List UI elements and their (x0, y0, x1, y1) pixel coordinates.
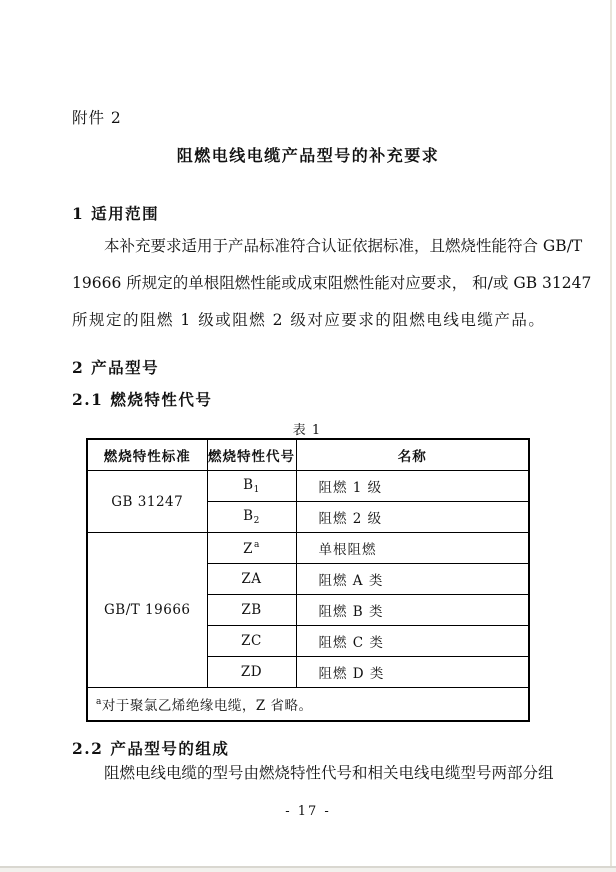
col-header-code: 燃烧特性代号 (207, 439, 296, 471)
code-cell: ZB (207, 595, 296, 626)
footnote-text: 对于聚氯乙烯绝缘电缆，Z 省略。 (101, 698, 313, 714)
attachment-label: 附件 2 (72, 109, 122, 127)
section-2-2-paragraph: 阻燃电线电缆的型号由燃烧特性代号和相关电线电缆型号两部分组 (104, 764, 554, 782)
name-cell: 阻燃 2 级 (296, 502, 529, 533)
section-2-1-heading: 2.1 燃烧特性代号 (72, 390, 213, 409)
code-cell: ZC (207, 626, 296, 657)
code-cell (207, 502, 296, 533)
name-cell: 单根阻燃 (296, 533, 529, 564)
page-edge-margin (0, 868, 616, 872)
code-cell (207, 471, 296, 502)
standard-cell: GB/T 19666 (87, 533, 207, 688)
code-cell: ZD (207, 657, 296, 688)
section-1-heading: 1 适用范围 (72, 204, 160, 223)
code-subscript: 1 (253, 485, 260, 495)
table-footnote-row (87, 688, 529, 722)
code-base: Z (243, 540, 253, 557)
code-base: B (243, 477, 254, 493)
code-subscript: 2 (253, 516, 260, 526)
table-1-caption: 表 1 (292, 423, 322, 438)
name-cell: 阻燃 D 类 (296, 657, 529, 688)
col-header-name: 名称 (296, 439, 529, 471)
col-header-standard: 燃烧特性标准 (87, 439, 207, 471)
page-number: - 17 - (285, 804, 331, 819)
standard-cell: GB 31247 (87, 471, 207, 533)
table-row (87, 533, 529, 564)
table-1 (86, 438, 530, 722)
name-cell: 阻燃 C 类 (296, 626, 529, 657)
footnote-superscript: a (96, 697, 102, 707)
section-2-2-heading: 2.2 产品型号的组成 (72, 739, 230, 758)
name-cell: 阻燃 A 类 (296, 564, 529, 595)
table-header-row (87, 439, 529, 471)
name-cell: 阻燃 1 级 (296, 471, 529, 502)
name-cell: 阻燃 B 类 (296, 595, 529, 626)
code-cell: ZA (207, 564, 296, 595)
paragraph-line: 本补充要求适用于产品标准符合认证依据标准，且燃烧性能符合 GB/T (104, 237, 583, 255)
table-row (87, 471, 529, 502)
page-edge-right (610, 0, 612, 868)
code-superscript: a (254, 539, 260, 550)
code-base: B (243, 508, 254, 524)
section-2-heading: 2 产品型号 (72, 358, 160, 377)
paragraph-line: 所规定的阻燃 1 级或阻燃 2 级对应要求的阻燃电线电缆产品。 (72, 311, 546, 329)
footnote-cell (87, 688, 529, 722)
document-title: 阻燃电线电缆产品型号的补充要求 (176, 146, 440, 165)
code-cell (207, 533, 296, 564)
paragraph-line: 19666 所规定的单根阻燃性能或成束阻燃性能对应要求， 和/或 GB 31247 (72, 274, 592, 292)
section-1-paragraph (72, 228, 592, 339)
